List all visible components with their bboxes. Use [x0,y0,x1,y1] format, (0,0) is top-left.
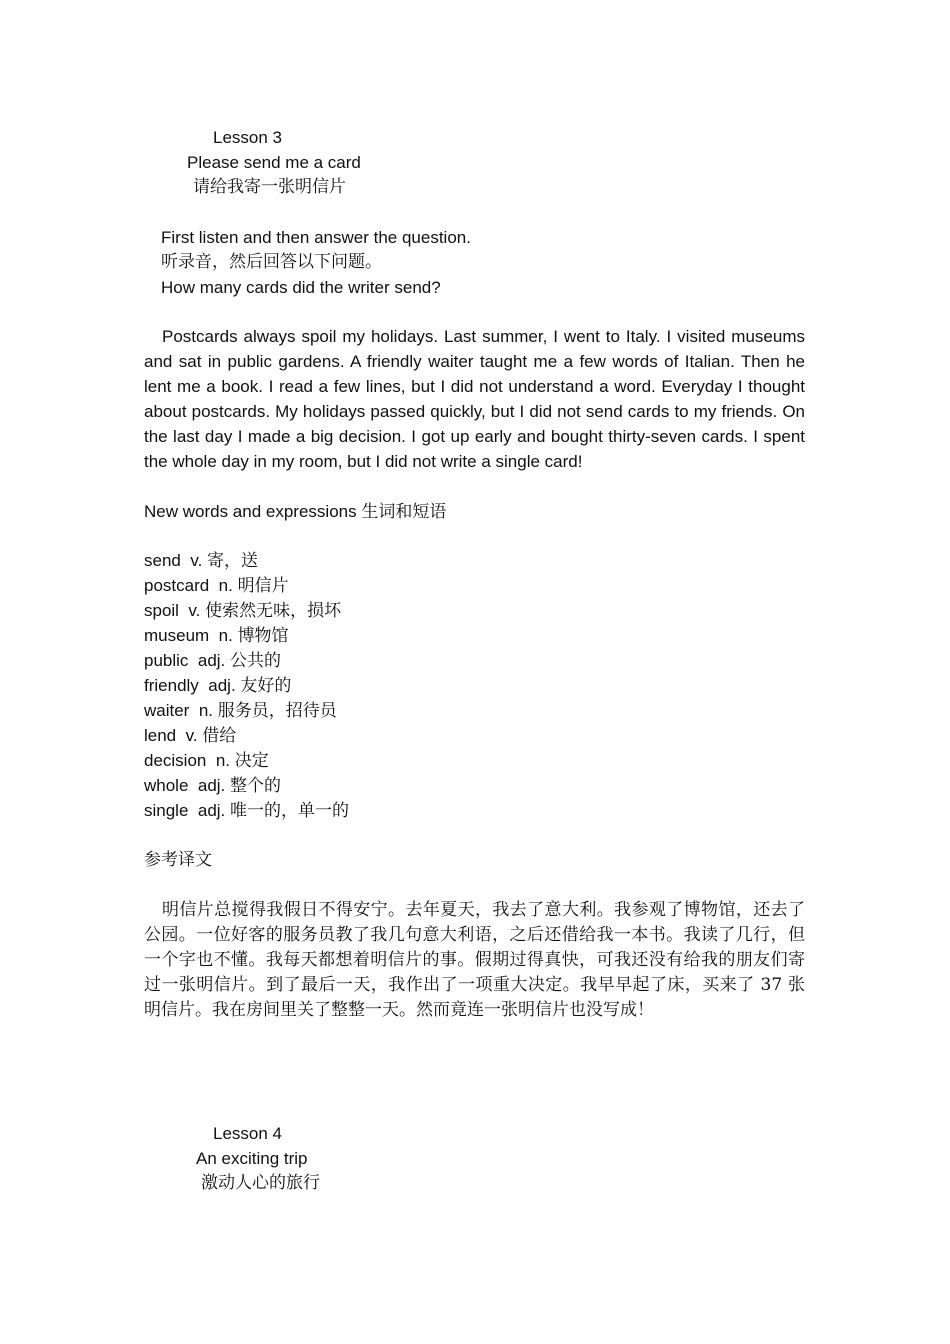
lesson-4-title-cn: 激动人心的旅行 [201,1173,320,1193]
passage-en: Postcards always spoil my holidays. Last summer, I went to Italy. I visited museums and sat in public gardens. A friendly waiter taught me a few words of Italian. Then he lent me a book. I read a few lines, but I did not understand a word. Everyday I thought about postcards. My holidays passed quickly, but I did not send cards to my friends. On the last day I made a big decision. I got up early and bought thirty-seven cards. I spent the whole day in my room, but I did not write a single card! [144,327,805,471]
vocab-word: museum [144,626,210,645]
vocab-item [144,723,349,748]
vocab-word: single [144,801,189,820]
vocab-item [144,698,349,723]
vocab-pos: v. [185,726,198,745]
vocab-pos: v. [190,551,203,570]
vocab-item [144,748,349,773]
vocab-pos: adj. [197,801,226,820]
vocab-pos: n. [218,576,233,595]
vocab-word: whole [144,776,189,795]
translation-cn: 明信片总搅得我假日不得安宁。去年夏天，我去了意大利。我参观了博物馆，还去了公园。一位好客的服务员教了我几句意大利语，之后还借给我一本书。我读了几行，但一个字也不懂。我每天都想着明信片的事。假期过得真快，可我还没有给我的朋友们寄过一张明信片。到了最后一天，我作出了一项重大决定。我早早起了床，买来了 37 张明信片。我在房间里关了整整一天。然而竟连一张明信片也没写成！ [144,900,805,1020]
vocab-item [144,548,349,573]
vocab-item [144,623,349,648]
vocab-item [144,798,349,823]
vocab-meaning: 博物馆 [237,626,289,646]
vocab-meaning: 决定 [234,751,269,771]
vocab-heading-en: New words and expressions [144,502,357,521]
vocab-heading-cn: 生词和短语 [361,502,447,522]
lesson-3-heading: Lesson 3 [213,128,282,147]
vocab-meaning: 借给 [202,726,237,746]
instruction-cn: 听录音，然后回答以下问题。 [161,252,382,272]
lesson-3-title-en: Please send me a card [187,153,361,172]
vocab-word: waiter [144,701,190,720]
vocab-item [144,573,349,598]
vocab-item [144,673,349,698]
vocab-meaning: 整个的 [230,776,282,796]
vocab-word: public [144,651,189,670]
vocab-meaning: 友好的 [240,676,292,696]
vocab-meaning: 明信片 [237,576,289,596]
vocab-pos: n. [215,751,231,770]
vocab-word: spoil [144,601,179,620]
instruction-en: First listen and then answer the question. [161,228,471,247]
vocab-pos: adj. [208,676,236,695]
vocab-word: postcard [144,576,210,595]
vocab-heading [144,499,446,525]
vocab-item [144,648,349,673]
vocab-item [144,773,349,798]
vocab-meaning: 使索然无味，损坏 [205,601,342,621]
vocab-meaning: 公共的 [230,651,282,671]
vocab-pos: n. [218,626,233,645]
vocab-item [144,598,349,623]
question: How many cards did the writer send? [161,278,441,297]
vocab-meaning: 服务员，招待员 [217,701,337,721]
vocab-list [144,548,349,823]
vocab-pos: n. [198,701,213,720]
vocab-pos: adj. [197,776,226,795]
vocab-word: friendly [144,676,199,695]
vocab-pos: v. [188,601,201,620]
lesson-3-title-cn: 请给我寄一张明信片 [193,177,346,197]
vocab-word: send [144,551,181,570]
translation-heading: 参考译文 [144,850,212,870]
vocab-pos: adj. [197,651,226,670]
lesson-4-heading: Lesson 4 [213,1124,282,1143]
vocab-word: lend [144,726,177,745]
vocab-meaning: 寄，送 [207,551,259,571]
vocab-meaning: 唯一的，单一的 [230,801,350,821]
lesson-4-title-en: An exciting trip [196,1149,308,1168]
vocab-word: decision [144,751,207,770]
